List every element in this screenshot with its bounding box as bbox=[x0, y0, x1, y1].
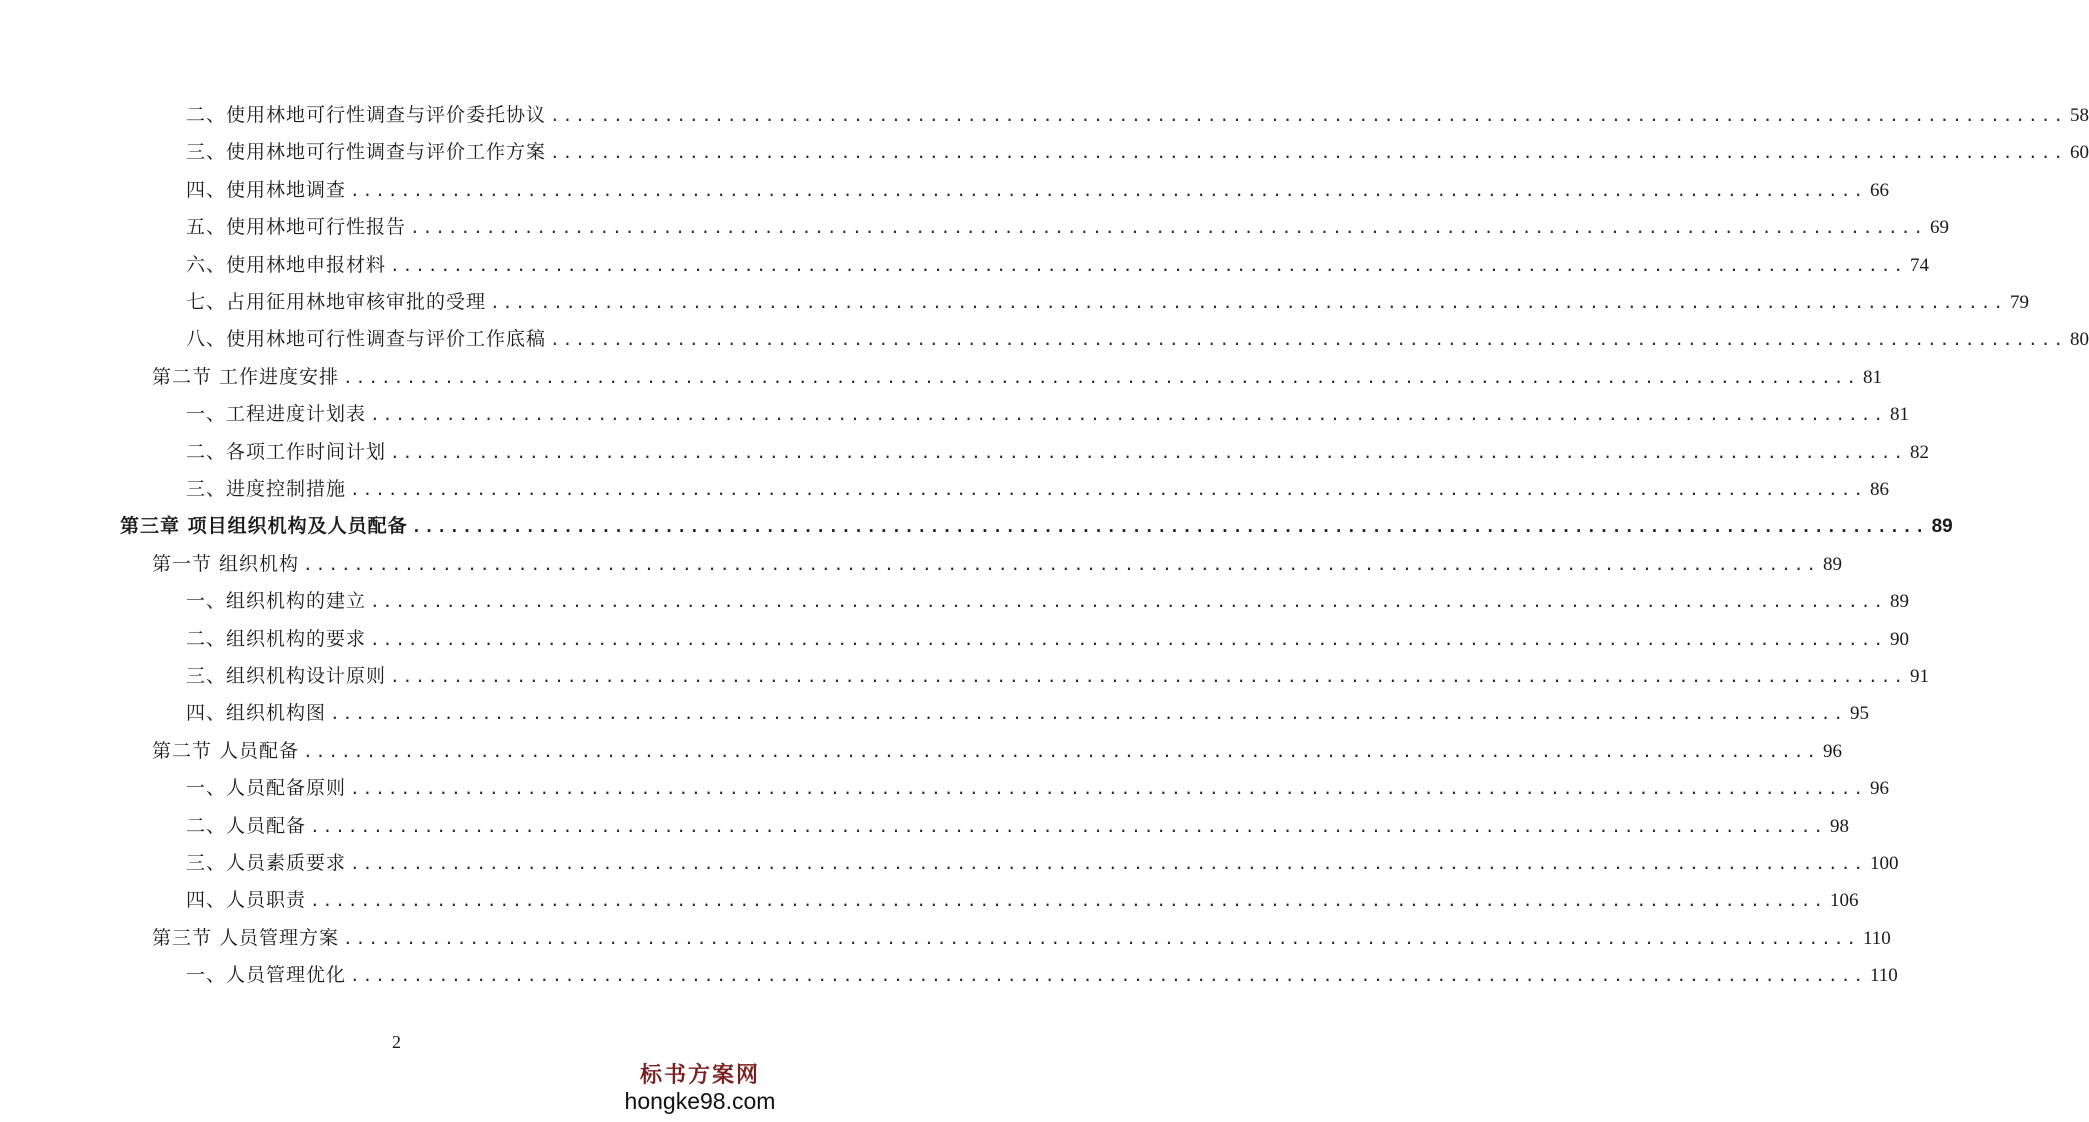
toc-item bbox=[186, 175, 1889, 205]
toc-item bbox=[186, 287, 2029, 317]
toc-page-number: 89 bbox=[1889, 591, 1909, 613]
toc-section bbox=[152, 362, 1882, 392]
toc-page-number: 66 bbox=[1869, 179, 1889, 201]
toc-item bbox=[186, 474, 1889, 504]
toc-item bbox=[186, 811, 1849, 841]
toc-item bbox=[186, 137, 2089, 167]
toc-leader-dots: ........................................................................................................................ bbox=[350, 966, 1866, 986]
toc-leader-dots: ........................................................................................................................ bbox=[350, 480, 1866, 499]
toc-title: 第三章 项目组织机构及人员配备 bbox=[120, 515, 408, 538]
toc-title: 三、组织机构设计原则 bbox=[186, 665, 387, 687]
toc-leader-dots: ........................................................................................................................ bbox=[303, 741, 1819, 761]
toc-title: 三、人员素质要求 bbox=[186, 852, 347, 874]
toc-item bbox=[186, 100, 2089, 130]
toc-leader-dots: ........................................................................................................................ bbox=[390, 442, 1906, 462]
toc-leader-dots: ........................................................................................................................ bbox=[390, 667, 1906, 686]
toc-title: 一、工程进度计划表 bbox=[186, 403, 367, 426]
toc-leader-dots: ........................................................................................................................ bbox=[310, 816, 1826, 836]
toc-leader-dots: ........................................................................................................................ bbox=[390, 255, 1906, 275]
toc-title: 五、使用林地可行性报告 bbox=[186, 216, 407, 239]
toc-title: 二、组织机构的要求 bbox=[186, 627, 367, 650]
toc-item bbox=[186, 624, 1909, 654]
toc-page-number: 106 bbox=[1829, 890, 1859, 912]
toc-leader-dots: ........................................................................................................................ bbox=[410, 218, 1926, 238]
toc-page-number: 69 bbox=[1929, 217, 1949, 239]
toc-item bbox=[186, 698, 1869, 728]
toc-leader-dots: ........................................................................................................................ bbox=[550, 330, 2066, 350]
toc-title: 第一节 组织机构 bbox=[152, 552, 300, 575]
toc-item bbox=[186, 773, 1889, 803]
toc-leader-dots: ........................................................................................................................ bbox=[310, 891, 1826, 911]
toc-chapter bbox=[120, 511, 1953, 541]
toc-page-number: 80 bbox=[2069, 329, 2089, 351]
toc-item bbox=[186, 250, 1929, 280]
toc-leader-dots: ........................................................................................................................ bbox=[303, 554, 1819, 574]
toc-page-number: 95 bbox=[1849, 703, 1869, 725]
toc-page-number: 91 bbox=[1909, 666, 1929, 687]
toc-item bbox=[186, 212, 1949, 242]
toc-leader-dots: ........................................................................................................................ bbox=[550, 143, 2066, 163]
toc-item bbox=[186, 960, 1898, 990]
toc-title: 四、人员职责 bbox=[186, 889, 307, 912]
toc-item bbox=[186, 848, 1899, 878]
toc-page-number: 89 bbox=[1931, 516, 1953, 538]
toc-item bbox=[186, 661, 1929, 691]
toc-title: 八、使用林地可行性调查与评价工作底稿 bbox=[186, 328, 547, 351]
toc-page-number: 96 bbox=[1869, 778, 1889, 800]
toc-page-number: 90 bbox=[1889, 628, 1909, 650]
toc-title: 七、占用征用林地审核审批的受理 bbox=[186, 291, 487, 313]
toc-page-number: 96 bbox=[1822, 740, 1842, 762]
toc-page-number: 74 bbox=[1909, 254, 1929, 276]
toc-title: 第二节 人员配备 bbox=[152, 739, 300, 762]
toc-leader-dots: ........................................................................................................................ bbox=[350, 779, 1866, 799]
toc-leader-dots: ........................................................................................................................ bbox=[350, 854, 1866, 873]
toc-item bbox=[186, 324, 2089, 354]
toc-title: 三、使用林地可行性调查与评价工作方案 bbox=[186, 141, 547, 164]
toc-page-number: 81 bbox=[1862, 366, 1882, 388]
toc-item bbox=[186, 399, 1909, 429]
toc-title: 一、人员配备原则 bbox=[186, 777, 347, 800]
toc-leader-dots: ........................................................................................................................ bbox=[370, 592, 1886, 612]
toc-page-number: 82 bbox=[1909, 441, 1929, 463]
toc-title: 一、组织机构的建立 bbox=[186, 590, 367, 613]
toc-page-number: 110 bbox=[1862, 927, 1891, 949]
toc-page-number: 60 bbox=[2069, 142, 2089, 164]
toc-leader-dots: ........................................................................................................................ bbox=[490, 293, 2006, 312]
toc-page-number: 98 bbox=[1829, 815, 1849, 837]
toc-item bbox=[186, 885, 1859, 915]
toc-section bbox=[152, 923, 1891, 953]
toc-title: 四、组织机构图 bbox=[186, 702, 327, 725]
watermark bbox=[615, 1062, 785, 1114]
toc-item bbox=[186, 437, 1929, 467]
toc-title: 第三节 人员管理方案 bbox=[152, 926, 340, 949]
toc-section bbox=[152, 736, 1842, 766]
toc-section bbox=[152, 549, 1842, 579]
toc-title: 六、使用林地申报材料 bbox=[186, 253, 387, 276]
toc-leader-dots: ........................................................................................................................ bbox=[343, 928, 1859, 948]
toc-page-number: 81 bbox=[1889, 404, 1909, 426]
watermark-cn: 标书方案网 bbox=[639, 1062, 760, 1088]
page-number: 2 bbox=[392, 1032, 401, 1052]
toc-title: 第二节 工作进度安排 bbox=[152, 365, 340, 388]
toc-page-number: 58 bbox=[2069, 105, 2089, 126]
toc-title: 四、使用林地调查 bbox=[186, 178, 347, 201]
watermark-en: hongke98.com bbox=[624, 1088, 776, 1114]
toc-page-number: 79 bbox=[2009, 292, 2029, 313]
toc-page-number: 89 bbox=[1822, 553, 1842, 575]
toc-page-number: 110 bbox=[1869, 965, 1898, 987]
toc-title: 二、使用林地可行性调查与评价委托协议 bbox=[186, 104, 547, 126]
toc-page-number: 100 bbox=[1869, 853, 1899, 874]
toc-title: 二、人员配备 bbox=[186, 814, 307, 837]
toc-leader-dots: ........................................................................................................................ bbox=[330, 704, 1846, 724]
toc-leader-dots: ........................................................................................................................ bbox=[370, 629, 1886, 649]
toc-leader-dots: ........................................................................................................................ bbox=[350, 180, 1866, 200]
toc-leader-dots: ........................................................................................................................ bbox=[370, 405, 1886, 425]
toc-page-number: 86 bbox=[1869, 479, 1889, 500]
toc-title: 一、人员管理优化 bbox=[186, 964, 347, 987]
toc-title: 三、进度控制措施 bbox=[186, 478, 347, 500]
toc-leader-dots: ........................................................................................................................ bbox=[343, 367, 1859, 387]
toc-leader-dots: ........................................................................................................................ bbox=[411, 517, 1928, 537]
toc-item bbox=[186, 586, 1909, 616]
toc-leader-dots: ........................................................................................................................ bbox=[550, 106, 2066, 125]
toc-title: 二、各项工作时间计划 bbox=[186, 440, 387, 463]
